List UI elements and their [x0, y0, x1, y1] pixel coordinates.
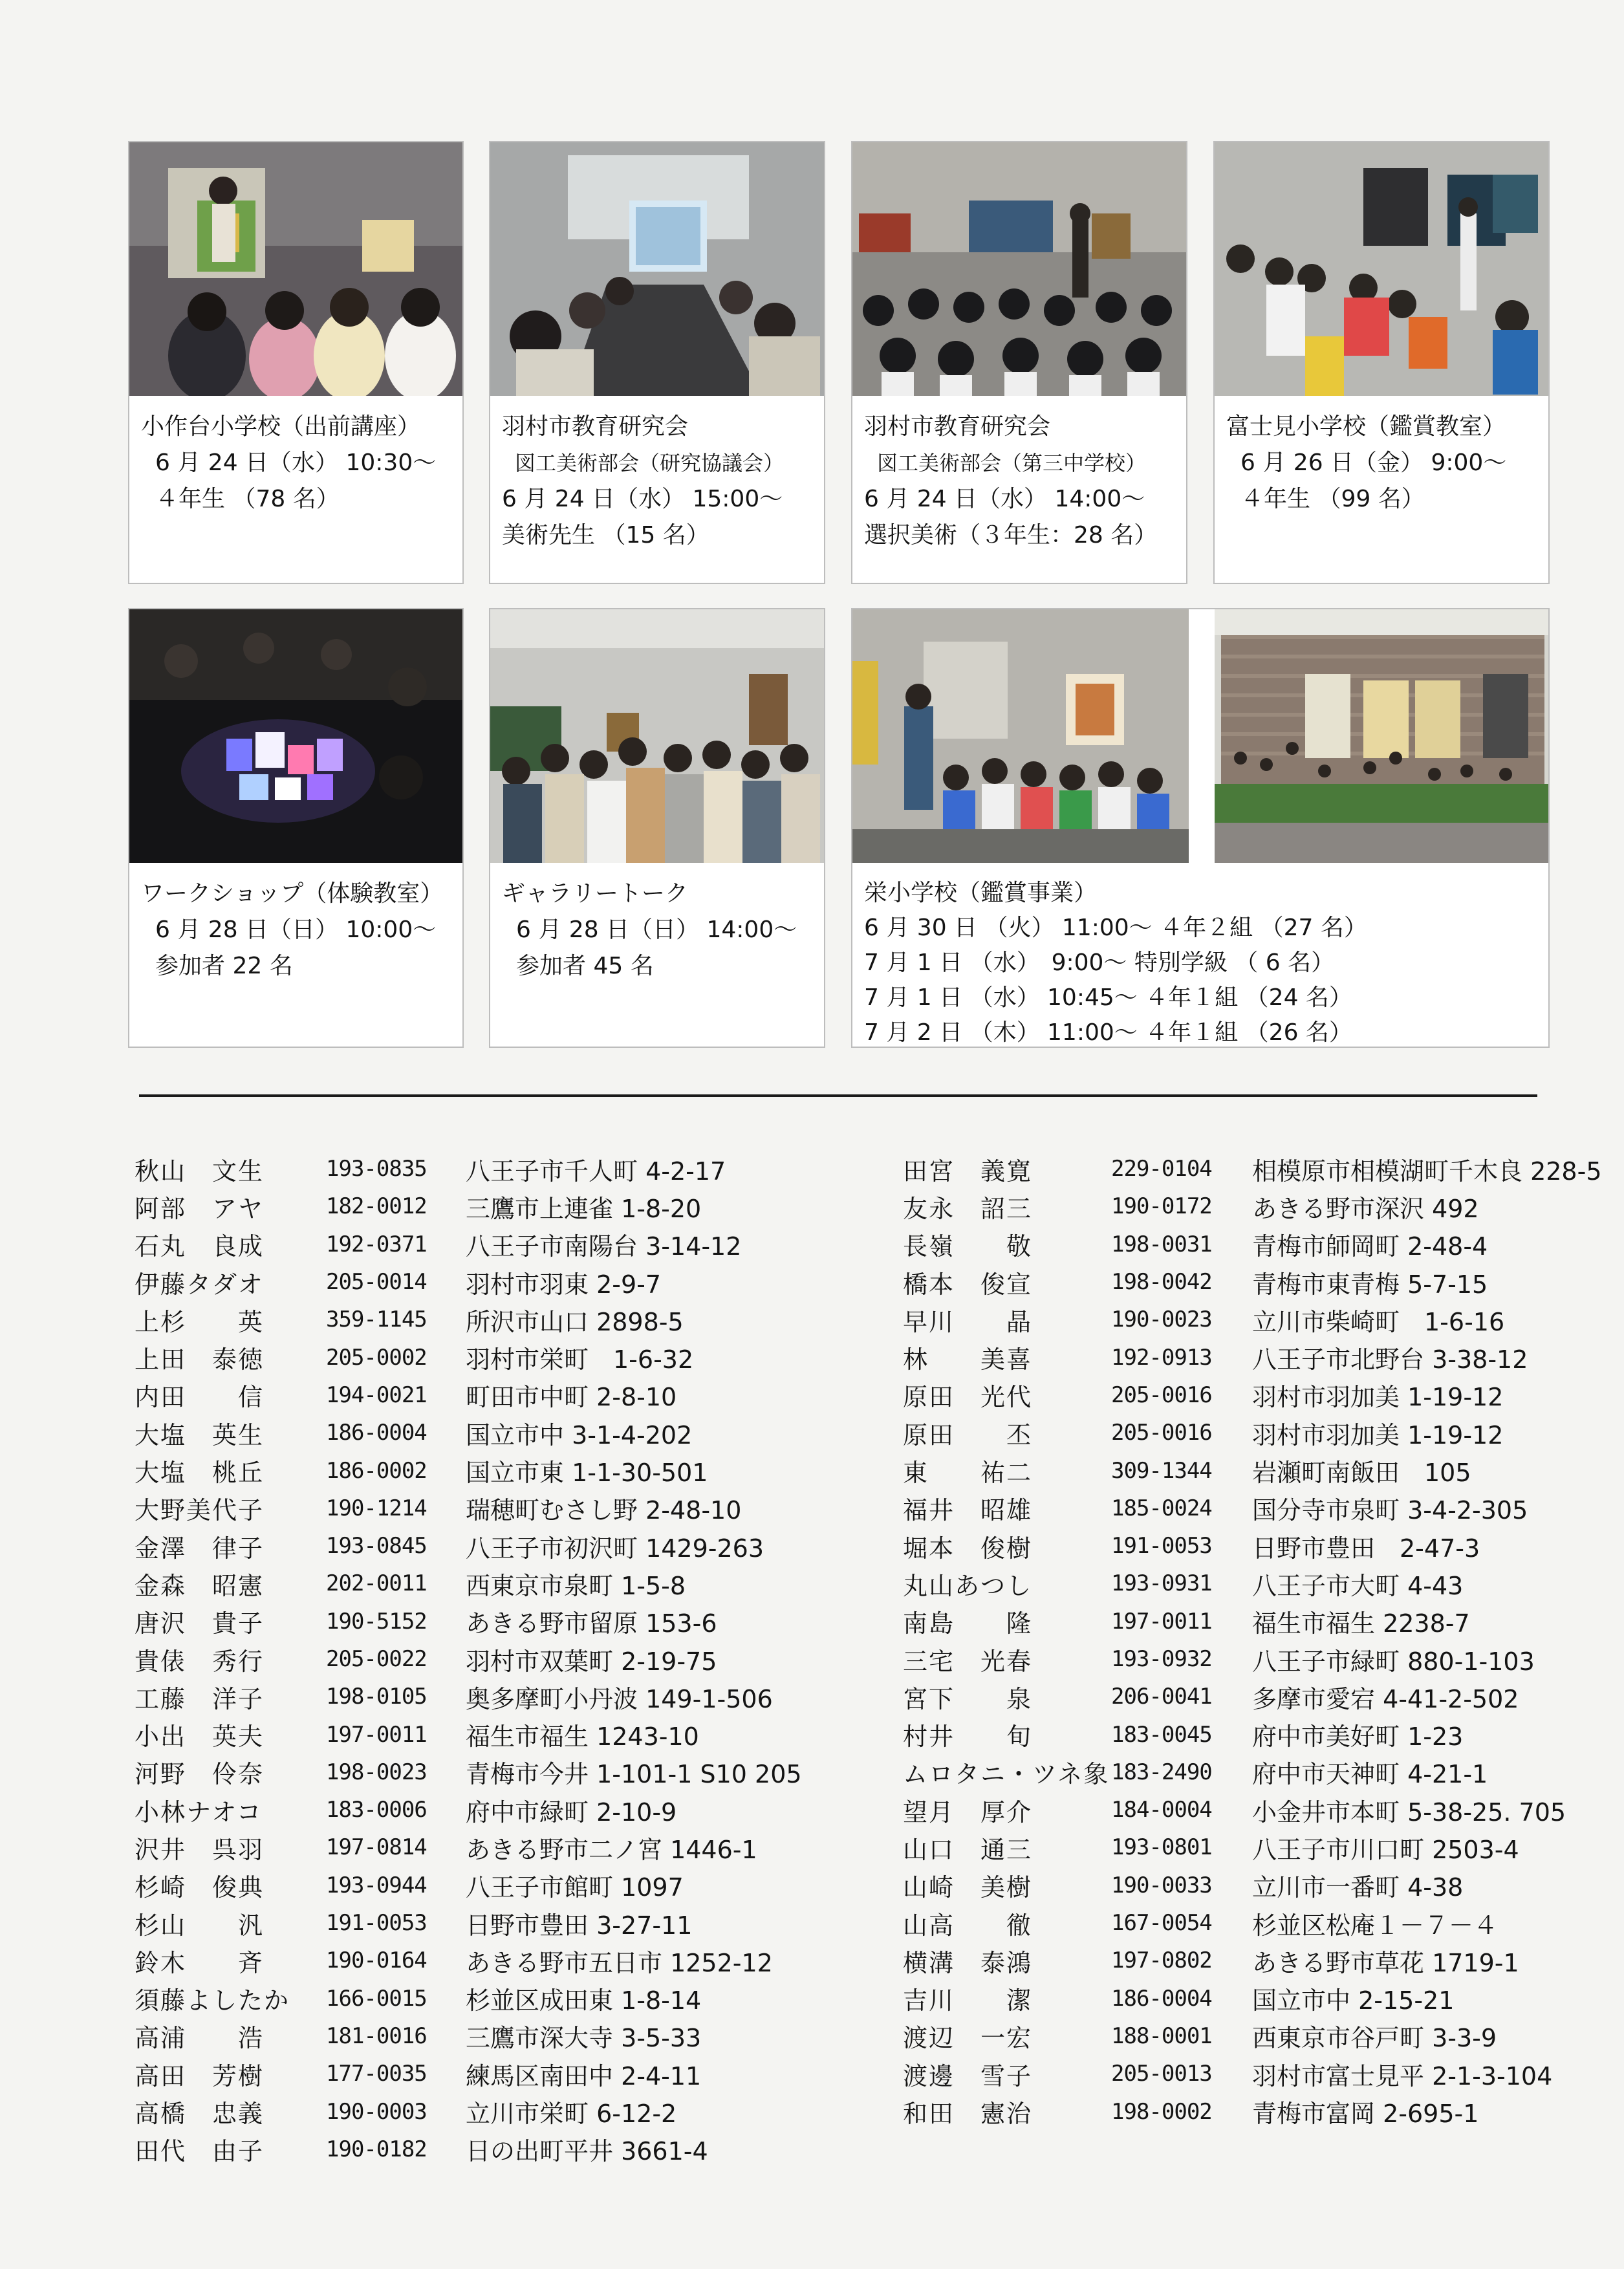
- directory-entry: [903, 1715, 1602, 1753]
- entry-address: 国立市中 3-1-4-202: [466, 1420, 693, 1449]
- directory-entry: [135, 1263, 802, 1301]
- entry-postal-code: 198-0023: [326, 1759, 427, 1785]
- entry-name: 高橋 忠義: [135, 2100, 265, 2129]
- entry-address: 青梅市富岡 2-695-1: [1252, 2100, 1479, 2129]
- entry-postal-code: 197-0011: [1111, 1608, 1212, 1634]
- entry-address: 練馬区南田中 2-4-11: [466, 2061, 702, 2090]
- entry-address: 八王子市北野台 3-38-12: [1252, 1345, 1528, 1374]
- entry-postal-code: 191-0053: [1111, 1533, 1212, 1559]
- entry-address: 日野市豊田 3-27-11: [466, 1911, 693, 1940]
- entry-postal-code: 182-0012: [326, 1193, 427, 1220]
- entry-address: 八王子市川口町 2503-4: [1252, 1835, 1519, 1864]
- entry-name: 堀本 俊樹: [903, 1534, 1033, 1563]
- photo-appreciation-class: [1215, 142, 1548, 396]
- directory-entry: [135, 1904, 802, 1942]
- entry-name: 友永 詔三: [903, 1194, 1033, 1223]
- entry-address: 小金井市本町 5-38-25. 705: [1252, 1797, 1566, 1827]
- directory-entry: [135, 1753, 802, 1791]
- event-details: [502, 876, 819, 984]
- entry-postal-code: 193-0801: [1111, 1834, 1212, 1861]
- entry-name: 橋本 俊宣: [903, 1270, 1033, 1299]
- event-session-1: 6 月 30 日 （火） 11:00〜 ４年２組 （27 名）: [864, 915, 1367, 941]
- entry-name: 金澤 律子: [135, 1534, 265, 1563]
- directory-entry: [135, 1603, 802, 1640]
- entry-name: 福井 昭雄: [903, 1496, 1033, 1525]
- entry-postal-code: 197-0814: [326, 1834, 427, 1861]
- entry-postal-code: 188-0001: [1111, 2023, 1212, 2049]
- entry-postal-code: 198-0042: [1111, 1269, 1212, 1296]
- event-title: 羽村市教育研究会: [864, 413, 1051, 440]
- entry-name: 大塩 英生: [135, 1420, 265, 1449]
- event-details: [864, 876, 1543, 1050]
- entry-name: 小林ナオコ: [135, 1797, 263, 1827]
- entry-postal-code: 177-0035: [326, 2061, 427, 2087]
- entry-name: 吉川 潔: [903, 1986, 1033, 2015]
- entry-postal-code: 205-0002: [326, 1344, 427, 1371]
- entry-address: あきる野市五日市 1252-12: [466, 1948, 773, 1977]
- entry-name: 内田 信: [135, 1383, 265, 1412]
- entry-postal-code: 183-0006: [326, 1797, 427, 1823]
- entry-name: 東 祐二: [903, 1459, 1033, 1488]
- entry-postal-code: 192-0371: [326, 1231, 427, 1257]
- event-photo: [490, 142, 824, 396]
- event-details: [502, 409, 819, 554]
- event-photo: [1215, 142, 1548, 396]
- photo-meeting-room: [490, 142, 824, 396]
- entry-address: 相模原市相模湖町千木良 228-5: [1252, 1156, 1602, 1186]
- entry-address: 羽村市栄町 1-6-32: [466, 1345, 694, 1374]
- entry-name: 山高 徹: [903, 1911, 1033, 1940]
- event-session-3: 7 月 1 日 （水） 10:45〜 ４年１組 （24 名）: [864, 984, 1352, 1011]
- entry-address: あきる野市深沢 492: [1252, 1194, 1479, 1223]
- directory-entry: [903, 1904, 1602, 1942]
- entry-postal-code: 190-0164: [326, 1948, 427, 1974]
- entry-name: 河野 伶奈: [135, 1760, 265, 1789]
- directory-entry: [135, 1150, 802, 1188]
- directory-entry: [903, 1490, 1602, 1527]
- entry-postal-code: 190-0182: [326, 2136, 427, 2162]
- event-card-workshop: [128, 608, 464, 1048]
- entry-name: 唐沢 貴子: [135, 1609, 265, 1638]
- entry-name: 三宅 光春: [903, 1647, 1033, 1676]
- entry-postal-code: 198-0031: [1111, 1231, 1212, 1257]
- entry-address: 国立市中 2-15-21: [1252, 1986, 1455, 2015]
- entry-postal-code: 192-0913: [1111, 1344, 1212, 1371]
- event-session-4: 7 月 2 日 （木） 11:00〜 ４年１組 （26 名）: [864, 1019, 1352, 1046]
- directory-entry: [903, 1263, 1602, 1301]
- entry-postal-code: 193-0931: [1111, 1570, 1212, 1597]
- directory-entry: [135, 1565, 802, 1602]
- photo-gallery-students: [852, 142, 1186, 396]
- directory-entry: [135, 1414, 802, 1451]
- event-details: [141, 876, 457, 984]
- event-date: 6 月 24 日（水） 15:00〜: [502, 486, 783, 512]
- entry-address: 三鷹市上連雀 1-8-20: [466, 1194, 702, 1223]
- entry-postal-code: 194-0021: [326, 1382, 427, 1408]
- entry-address: 西東京市谷戸町 3-3-9: [1252, 2024, 1497, 2053]
- directory-entry: [903, 1603, 1602, 1640]
- entry-postal-code: 198-0002: [1111, 2098, 1212, 2125]
- entry-postal-code: 197-0011: [326, 1721, 427, 1748]
- entry-postal-code: 186-0002: [326, 1457, 427, 1484]
- event-photo: [852, 142, 1186, 396]
- directory-entry: [903, 1451, 1602, 1489]
- directory-entry: [903, 1640, 1602, 1678]
- entry-name: 杉山 汎: [135, 1911, 265, 1940]
- entry-address: 府中市美好町 1-23: [1252, 1722, 1464, 1752]
- entry-address: 杉並区松庵１－７－４: [1252, 1911, 1499, 1940]
- entry-address: 西東京市泉町 1-5-8: [466, 1571, 686, 1600]
- entry-address: 福生市福生 1243-10: [466, 1722, 699, 1752]
- directory-entry: [903, 1791, 1602, 1829]
- event-date: 6 月 26 日（金） 9:00〜: [1240, 450, 1507, 476]
- event-title: 羽村市教育研究会: [502, 413, 689, 440]
- directory-entry: [903, 1376, 1602, 1414]
- entry-address: あきる野市二ノ宮 1446-1: [466, 1835, 757, 1864]
- entry-postal-code: 193-0932: [1111, 1646, 1212, 1672]
- entry-postal-code: 183-0045: [1111, 1721, 1212, 1748]
- event-title: 栄小学校（鑑賞事業）: [864, 880, 1098, 906]
- entry-address: 国立市東 1-1-30-501: [466, 1459, 708, 1488]
- entry-postal-code: 229-0104: [1111, 1156, 1212, 1182]
- directory-entry: [135, 2131, 802, 2168]
- entry-address: 所沢市山口 2898-5: [466, 1307, 684, 1336]
- directory-entry: [903, 2055, 1602, 2092]
- entry-address: 立川市柴崎町 1-6-16: [1252, 1307, 1505, 1336]
- entry-name: 原田 光代: [903, 1383, 1033, 1412]
- entry-postal-code: 198-0105: [326, 1684, 427, 1710]
- entry-postal-code: 205-0016: [1111, 1382, 1212, 1408]
- entry-name: 田宮 義寛: [903, 1156, 1033, 1186]
- event-title: ギャラリートーク: [502, 880, 689, 907]
- entry-address: 八王子市大町 4-43: [1252, 1571, 1464, 1600]
- entry-name: 和田 憲治: [903, 2100, 1033, 2129]
- event-subtitle: 図工美術部会（第三中学校）: [877, 451, 1147, 475]
- event-card-kosakudai: [128, 141, 464, 584]
- entry-address: 八王子市緑町 880-1-103: [1252, 1647, 1535, 1676]
- event-title: 富士見小学校（鑑賞教室）: [1226, 413, 1506, 440]
- entry-name: 原田 丕: [903, 1420, 1033, 1449]
- directory-entry: [135, 1490, 802, 1527]
- entry-name: 沢井 呉羽: [135, 1835, 265, 1864]
- event-subtitle: 図工美術部会（研究協議会）: [515, 451, 785, 475]
- entry-address: 岩瀬町南飯田 105: [1252, 1459, 1471, 1488]
- directory-entry: [135, 1640, 802, 1678]
- entry-postal-code: 190-0023: [1111, 1307, 1212, 1333]
- entry-postal-code: 184-0004: [1111, 1797, 1212, 1823]
- entry-postal-code: 193-0845: [326, 1533, 427, 1559]
- directory-entry: [135, 1451, 802, 1489]
- entry-address: 八王子市初沢町 1429-263: [466, 1534, 764, 1563]
- entry-name: 秋山 文生: [135, 1156, 265, 1186]
- entry-postal-code: 167-0054: [1111, 1910, 1212, 1937]
- event-card-hamura-third-jhs: [851, 141, 1187, 584]
- entry-address: 青梅市今井 1-101-1 S10 205: [466, 1760, 802, 1789]
- event-title: 小作台小学校（出前講座）: [141, 413, 421, 440]
- entry-postal-code: 205-0013: [1111, 2061, 1212, 2087]
- directory-left-column: [135, 1150, 802, 2168]
- entry-address: 瑞穂町むさし野 2-48-10: [466, 1496, 742, 1525]
- event-date: 6 月 28 日（日） 14:00〜: [516, 917, 797, 943]
- entry-address: 羽村市羽加美 1-19-12: [1252, 1420, 1504, 1449]
- photo-sakae-appreciation: [852, 609, 1548, 863]
- entry-address: あきる野市留原 153-6: [466, 1609, 717, 1638]
- entry-name: 丸山あつし: [903, 1571, 1033, 1600]
- entry-name: 杉崎 俊典: [135, 1873, 265, 1902]
- entry-name: 阿部 アヤ: [135, 1194, 265, 1223]
- entry-name: 大野美代子: [135, 1496, 265, 1525]
- entry-postal-code: 309-1344: [1111, 1457, 1212, 1484]
- event-photo: [490, 609, 824, 863]
- event-date: 6 月 24 日（水） 14:00〜: [864, 486, 1145, 512]
- directory-entry: [135, 2017, 802, 2055]
- directory-entry: [903, 1942, 1602, 1979]
- event-photo: [129, 609, 462, 863]
- entry-name: 望月 厚介: [903, 1797, 1033, 1827]
- entry-postal-code: 190-5152: [326, 1608, 427, 1634]
- event-attendees: ４年生 （99 名）: [1240, 486, 1425, 512]
- directory-entry: [135, 1527, 802, 1565]
- event-photo: [129, 142, 462, 396]
- entry-name: 工藤 洋子: [135, 1684, 265, 1713]
- event-card-sakae: [851, 608, 1550, 1048]
- entry-name: 南島 隆: [903, 1609, 1033, 1638]
- entry-name: 石丸 良成: [135, 1232, 265, 1261]
- entry-address: 奥多摩町小丹波 149-1-506: [466, 1684, 773, 1713]
- directory-entry: [135, 1678, 802, 1715]
- entry-name: ムロタニ・ツネ象: [903, 1760, 1110, 1789]
- entry-postal-code: 205-0016: [1111, 1420, 1212, 1446]
- entry-name: 渡邊 雪子: [903, 2061, 1033, 2090]
- directory-entry: [135, 1791, 802, 1829]
- entry-postal-code: 205-0022: [326, 1646, 427, 1672]
- entry-name: 上杉 英: [135, 1307, 265, 1336]
- entry-postal-code: 202-0011: [326, 1570, 427, 1597]
- entry-address: 八王子市南陽台 3-14-12: [466, 1232, 742, 1261]
- directory-right-column: [903, 1150, 1602, 2131]
- entry-postal-code: 186-0004: [1111, 1985, 1212, 2012]
- entry-address: 羽村市双葉町 2-19-75: [466, 1647, 717, 1676]
- event-details: [141, 409, 457, 517]
- entry-postal-code: 183-2490: [1111, 1759, 1212, 1785]
- entry-name: 長嶺 敬: [903, 1232, 1033, 1261]
- entry-name: 村井 旬: [903, 1722, 1033, 1752]
- event-title: ワークショップ（体験教室）: [141, 880, 444, 907]
- entry-postal-code: 185-0024: [1111, 1495, 1212, 1521]
- entry-address: 府中市天神町 4-21-1: [1252, 1760, 1488, 1789]
- event-photos: [852, 609, 1548, 863]
- entry-address: 町田市中町 2-8-10: [466, 1383, 677, 1412]
- directory-entry: [903, 1188, 1602, 1225]
- event-date: 6 月 28 日（日） 10:00〜: [155, 917, 437, 943]
- entry-postal-code: 193-0944: [326, 1872, 427, 1898]
- entry-address: 福生市福生 2238-7: [1252, 1609, 1470, 1638]
- entry-address: 日野市豊田 2-47-3: [1252, 1534, 1480, 1563]
- event-details: [1226, 409, 1543, 517]
- event-attendees: 選択美術（３年生：28 名）: [864, 522, 1158, 548]
- entry-address: 青梅市師岡町 2-48-4: [1252, 1232, 1488, 1261]
- event-attendees: 美術先生 （15 名）: [502, 522, 709, 548]
- entry-name: 小出 英夫: [135, 1722, 265, 1752]
- entry-postal-code: 181-0016: [326, 2023, 427, 2049]
- entry-address: 多摩市愛宕 4-41-2-502: [1252, 1684, 1519, 1713]
- entry-address: あきる野市草花 1719-1: [1252, 1948, 1519, 1977]
- entry-address: 杉並区成田東 1-8-14: [466, 1986, 702, 2015]
- directory-entry: [903, 1226, 1602, 1263]
- entry-name: 横溝 泰鴻: [903, 1948, 1033, 1977]
- entry-name: 早川 晶: [903, 1307, 1033, 1336]
- entry-postal-code: 166-0015: [326, 1985, 427, 2012]
- entry-address: 羽村市富士見平 2-1-3-104: [1252, 2061, 1553, 2090]
- event-details: [864, 409, 1181, 554]
- event-date: 6 月 24 日（水） 10:30〜: [155, 450, 437, 476]
- directory-entry: [135, 1338, 802, 1376]
- directory-entry: [135, 1942, 802, 1979]
- entry-postal-code: 206-0041: [1111, 1684, 1212, 1710]
- entry-name: 山崎 美樹: [903, 1873, 1033, 1902]
- event-attendees: 参加者 45 名: [516, 953, 654, 979]
- photo-classroom-lecture: [129, 142, 462, 396]
- entry-name: 渡辺 一宏: [903, 2024, 1033, 2053]
- directory-entry: [135, 1980, 802, 2017]
- directory-entry: [903, 2017, 1602, 2055]
- entry-postal-code: 190-1214: [326, 1495, 427, 1521]
- directory-entry: [903, 1753, 1602, 1791]
- entry-name: 山口 通三: [903, 1835, 1033, 1864]
- event-card-gallery-talk: [489, 608, 825, 1048]
- directory-entry: [135, 1376, 802, 1414]
- directory-entry: [135, 1226, 802, 1263]
- entry-address: 立川市一番町 4-38: [1252, 1873, 1464, 1902]
- entry-name: 高浦 浩: [135, 2024, 265, 2053]
- photo-workshop-lights: [129, 609, 462, 863]
- directory-entry: [135, 1301, 802, 1338]
- directory-entry: [903, 1150, 1602, 1188]
- directory-entry: [903, 1678, 1602, 1715]
- entry-name: 鈴木 斉: [135, 1948, 265, 1977]
- entry-address: 八王子市千人町 4-2-17: [466, 1156, 726, 1186]
- event-attendees: 参加者 22 名: [155, 953, 293, 979]
- directory-entry: [135, 2092, 802, 2130]
- entry-address: 羽村市羽東 2-9-7: [466, 1270, 662, 1299]
- directory-entry: [903, 1980, 1602, 2017]
- entry-name: 林 美喜: [903, 1345, 1033, 1374]
- directory-entry: [903, 1829, 1602, 1866]
- entry-postal-code: 190-0172: [1111, 1193, 1212, 1220]
- entry-postal-code: 193-0835: [326, 1156, 427, 1182]
- entry-postal-code: 190-0033: [1111, 1872, 1212, 1898]
- directory-entry: [903, 2092, 1602, 2130]
- entry-name: 高田 芳樹: [135, 2061, 265, 2090]
- entry-address: 三鷹市深大寺 3-5-33: [466, 2024, 702, 2053]
- entry-postal-code: 197-0802: [1111, 1948, 1212, 1974]
- directory-entry: [903, 1414, 1602, 1451]
- entry-postal-code: 190-0003: [326, 2098, 427, 2125]
- entry-address: 国分寺市泉町 3-4-2-305: [1252, 1496, 1528, 1525]
- event-session-2: 7 月 1 日 （水） 9:00〜 特別学級 （ 6 名）: [864, 950, 1335, 976]
- entry-address: 府中市緑町 2-10-9: [466, 1797, 677, 1827]
- entry-name: 貴俵 秀行: [135, 1647, 265, 1676]
- photo-gallery-talk: [490, 609, 824, 863]
- entry-name: 大塩 桃丘: [135, 1459, 265, 1488]
- event-card-fujimi: [1213, 141, 1550, 584]
- directory-entry: [135, 1867, 802, 1904]
- entry-name: 金森 昭憲: [135, 1571, 265, 1600]
- directory-entry: [135, 1715, 802, 1753]
- event-attendees: ４年生 （78 名）: [155, 486, 340, 512]
- event-card-hamura-study: [489, 141, 825, 584]
- directory-entry: [135, 1188, 802, 1225]
- entry-name: 上田 泰徳: [135, 1345, 265, 1374]
- entry-name: 宮下 泉: [903, 1684, 1033, 1713]
- directory-entry: [903, 1565, 1602, 1602]
- entry-postal-code: 191-0053: [326, 1910, 427, 1937]
- directory-entry: [903, 1338, 1602, 1376]
- entry-address: 青梅市東青梅 5-7-15: [1252, 1270, 1488, 1299]
- directory-entry: [903, 1527, 1602, 1565]
- entry-postal-code: 359-1145: [326, 1307, 427, 1333]
- entry-address: 羽村市羽加美 1-19-12: [1252, 1383, 1504, 1412]
- directory-entry: [903, 1301, 1602, 1338]
- directory-entry: [135, 1829, 802, 1866]
- directory-entry: [903, 1867, 1602, 1904]
- directory-entry: [135, 2055, 802, 2092]
- entry-address: 立川市栄町 6-12-2: [466, 2100, 677, 2129]
- entry-name: 須藤よしたか: [135, 1986, 290, 2015]
- entry-address: 日の出町平井 3661-4: [466, 2137, 708, 2166]
- section-divider: [139, 1094, 1537, 1097]
- entry-address: 八王子市館町 1097: [466, 1873, 684, 1902]
- entry-postal-code: 205-0014: [326, 1269, 427, 1296]
- entry-postal-code: 186-0004: [326, 1420, 427, 1446]
- entry-name: 田代 由子: [135, 2137, 265, 2166]
- entry-name: 伊藤タダオ: [135, 1270, 265, 1299]
